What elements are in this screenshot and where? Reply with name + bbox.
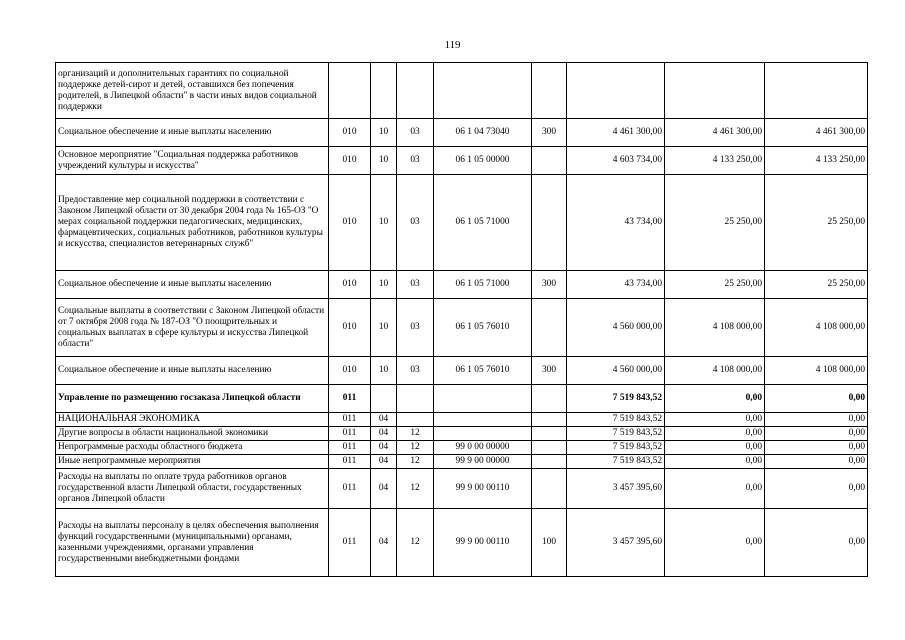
amount-year-2: 0,00 bbox=[665, 441, 765, 455]
subsection-code: 03 bbox=[397, 357, 434, 385]
amount-year-1: 4 603 734,00 bbox=[567, 147, 665, 175]
table-row bbox=[56, 441, 868, 455]
target-article-code: 06 1 04 73040 bbox=[434, 119, 532, 147]
amount-year-2: 0,00 bbox=[665, 413, 765, 427]
row-name: Непрограммные расходы областного бюджета bbox=[56, 441, 329, 455]
amount-year-3: 0,00 bbox=[765, 509, 868, 577]
table-row bbox=[56, 509, 868, 577]
row-name: Расходы на выплаты персоналу в целях обеспечения выполнения функций государственными (муниципальными) органами, казенными учреждениями, органами управления государственными внебюджетными фондами bbox=[56, 509, 329, 577]
section-code: 10 bbox=[371, 119, 397, 147]
amount-year-3: 25 250,00 bbox=[765, 175, 868, 271]
amount-year-2: 0,00 bbox=[665, 427, 765, 441]
row-name: Предоставление мер социальной поддержки в соответствии с Законом Липецкой области от 30 декабря 2004 года № 165-ОЗ "О мерах социальной поддержки педагогических, медицинских, фармацевтических, социальных работников, работников культуры и искусства, специалистов ветеринарных служб" bbox=[56, 175, 329, 271]
expense-type-code bbox=[532, 175, 567, 271]
amount-year-3: 4 461 300,00 bbox=[765, 119, 868, 147]
subsection-code bbox=[397, 385, 434, 413]
row-name: Основное мероприятие "Социальная поддержка работников учреждений культуры и искусства" bbox=[56, 147, 329, 175]
table-row bbox=[56, 455, 868, 469]
amount-year-1: 7 519 843,52 bbox=[567, 413, 665, 427]
expense-type-code: 100 bbox=[532, 509, 567, 577]
row-name: Социальное обеспечение и иные выплаты населению bbox=[56, 357, 329, 385]
section-code bbox=[371, 385, 397, 413]
subsection-code: 03 bbox=[397, 299, 434, 357]
table-row bbox=[56, 385, 868, 413]
section-code: 04 bbox=[371, 413, 397, 427]
table-row bbox=[56, 175, 868, 271]
ministry-code: 010 bbox=[329, 299, 371, 357]
section-code: 04 bbox=[371, 469, 397, 509]
target-article-code bbox=[434, 385, 532, 413]
amount-year-1: 43 734,00 bbox=[567, 175, 665, 271]
amount-year-1: 7 519 843,52 bbox=[567, 441, 665, 455]
target-article-code: 06 1 05 71000 bbox=[434, 175, 532, 271]
expense-type-code bbox=[532, 469, 567, 509]
expense-type-code bbox=[532, 413, 567, 427]
amount-year-2: 0,00 bbox=[665, 469, 765, 509]
expense-type-code: 300 bbox=[532, 271, 567, 299]
amount-year-3: 0,00 bbox=[765, 469, 868, 509]
section-code: 04 bbox=[371, 427, 397, 441]
amount-year-1: 7 519 843,52 bbox=[567, 385, 665, 413]
amount-year-3: 0,00 bbox=[765, 385, 868, 413]
target-article-code bbox=[434, 427, 532, 441]
expense-type-code bbox=[532, 455, 567, 469]
amount-year-3: 25 250,00 bbox=[765, 271, 868, 299]
table-row bbox=[56, 413, 868, 427]
amount-year-2: 4 108 000,00 bbox=[665, 299, 765, 357]
budget-table bbox=[55, 62, 868, 577]
amount-year-3: 4 133 250,00 bbox=[765, 147, 868, 175]
table-row bbox=[56, 147, 868, 175]
section-code: 10 bbox=[371, 271, 397, 299]
target-article-code bbox=[434, 63, 532, 119]
table-row bbox=[56, 427, 868, 441]
subsection-code: 03 bbox=[397, 271, 434, 299]
expense-type-code: 300 bbox=[532, 357, 567, 385]
amount-year-2: 25 250,00 bbox=[665, 175, 765, 271]
ministry-code: 010 bbox=[329, 271, 371, 299]
ministry-code: 011 bbox=[329, 413, 371, 427]
ministry-code: 011 bbox=[329, 427, 371, 441]
amount-year-2: 4 461 300,00 bbox=[665, 119, 765, 147]
section-code: 10 bbox=[371, 147, 397, 175]
ministry-code: 011 bbox=[329, 469, 371, 509]
amount-year-2: 0,00 bbox=[665, 509, 765, 577]
table-row bbox=[56, 299, 868, 357]
expense-type-code bbox=[532, 441, 567, 455]
table-row bbox=[56, 63, 868, 119]
target-article-code: 99 0 00 00000 bbox=[434, 441, 532, 455]
amount-year-3: 0,00 bbox=[765, 427, 868, 441]
ministry-code: 010 bbox=[329, 119, 371, 147]
subsection-code: 03 bbox=[397, 147, 434, 175]
section-code: 04 bbox=[371, 441, 397, 455]
ministry-code: 010 bbox=[329, 147, 371, 175]
amount-year-2: 25 250,00 bbox=[665, 271, 765, 299]
amount-year-3: 4 108 000,00 bbox=[765, 357, 868, 385]
amount-year-1: 43 734,00 bbox=[567, 271, 665, 299]
row-name: Другие вопросы в области национальной экономики bbox=[56, 427, 329, 441]
table-row bbox=[56, 119, 868, 147]
amount-year-3: 0,00 bbox=[765, 455, 868, 469]
row-name: Социальное обеспечение и иные выплаты населению bbox=[56, 271, 329, 299]
amount-year-2: 4 133 250,00 bbox=[665, 147, 765, 175]
expense-type-code bbox=[532, 299, 567, 357]
table-row bbox=[56, 469, 868, 509]
row-name: НАЦИОНАЛЬНАЯ ЭКОНОМИКА bbox=[56, 413, 329, 427]
section-code bbox=[371, 63, 397, 119]
amount-year-1: 7 519 843,52 bbox=[567, 427, 665, 441]
target-article-code: 99 9 00 00000 bbox=[434, 455, 532, 469]
amount-year-1: 7 519 843,52 bbox=[567, 455, 665, 469]
expense-type-code bbox=[532, 385, 567, 413]
amount-year-1: 4 560 000,00 bbox=[567, 357, 665, 385]
amount-year-1: 4 461 300,00 bbox=[567, 119, 665, 147]
target-article-code: 06 1 05 76010 bbox=[434, 299, 532, 357]
subsection-code: 03 bbox=[397, 175, 434, 271]
ministry-code bbox=[329, 63, 371, 119]
amount-year-1 bbox=[567, 63, 665, 119]
ministry-code: 011 bbox=[329, 385, 371, 413]
table-row bbox=[56, 271, 868, 299]
amount-year-1: 3 457 395,60 bbox=[567, 509, 665, 577]
target-article-code: 99 9 00 00110 bbox=[434, 509, 532, 577]
ministry-code: 011 bbox=[329, 455, 371, 469]
amount-year-3: 0,00 bbox=[765, 413, 868, 427]
row-name: Иные непрограммные мероприятия bbox=[56, 455, 329, 469]
subsection-code bbox=[397, 63, 434, 119]
row-name: организаций и дополнительных гарантиях по социальной поддержке детей-сирот и детей, оставшихся без попечения родителей, в Липецкой области" в части иных видов социальной поддержки bbox=[56, 63, 329, 119]
section-code: 04 bbox=[371, 509, 397, 577]
expense-type-code: 300 bbox=[532, 119, 567, 147]
amount-year-3 bbox=[765, 63, 868, 119]
row-name: Социальное обеспечение и иные выплаты населению bbox=[56, 119, 329, 147]
amount-year-1: 4 560 000,00 bbox=[567, 299, 665, 357]
row-name: Социальные выплаты в соответствии с Законом Липецкой области от 7 октября 2008 года № 187-ОЗ "О поощрительных и социальных выплатах в сфере культуры и искусства Липецкой области" bbox=[56, 299, 329, 357]
section-code: 10 bbox=[371, 175, 397, 271]
target-article-code: 99 9 00 00110 bbox=[434, 469, 532, 509]
subsection-code bbox=[397, 413, 434, 427]
expense-type-code bbox=[532, 427, 567, 441]
amount-year-2: 0,00 bbox=[665, 385, 765, 413]
ministry-code: 011 bbox=[329, 509, 371, 577]
amount-year-2: 4 108 000,00 bbox=[665, 357, 765, 385]
row-name: Расходы на выплаты по оплате труда работников органов государственной власти Липецкой области, государственных органов Липецкой области bbox=[56, 469, 329, 509]
expense-type-code bbox=[532, 63, 567, 119]
amount-year-3: 4 108 000,00 bbox=[765, 299, 868, 357]
subsection-code: 12 bbox=[397, 469, 434, 509]
subsection-code: 12 bbox=[397, 455, 434, 469]
target-article-code: 06 1 05 00000 bbox=[434, 147, 532, 175]
section-code: 10 bbox=[371, 357, 397, 385]
subsection-code: 12 bbox=[397, 441, 434, 455]
ministry-code: 011 bbox=[329, 441, 371, 455]
amount-year-1: 3 457 395,60 bbox=[567, 469, 665, 509]
section-code: 04 bbox=[371, 455, 397, 469]
ministry-code: 010 bbox=[329, 357, 371, 385]
subsection-code: 12 bbox=[397, 509, 434, 577]
row-name: Управление по размещению госзаказа Липецкой области bbox=[56, 385, 329, 413]
ministry-code: 010 bbox=[329, 175, 371, 271]
subsection-code: 03 bbox=[397, 119, 434, 147]
amount-year-2: 0,00 bbox=[665, 455, 765, 469]
page-number: 119 bbox=[444, 39, 461, 51]
section-code: 10 bbox=[371, 299, 397, 357]
amount-year-2 bbox=[665, 63, 765, 119]
target-article-code: 06 1 05 71000 bbox=[434, 271, 532, 299]
target-article-code bbox=[434, 413, 532, 427]
amount-year-3: 0,00 bbox=[765, 441, 868, 455]
subsection-code: 12 bbox=[397, 427, 434, 441]
target-article-code: 06 1 05 76010 bbox=[434, 357, 532, 385]
table-row bbox=[56, 357, 868, 385]
expense-type-code bbox=[532, 147, 567, 175]
